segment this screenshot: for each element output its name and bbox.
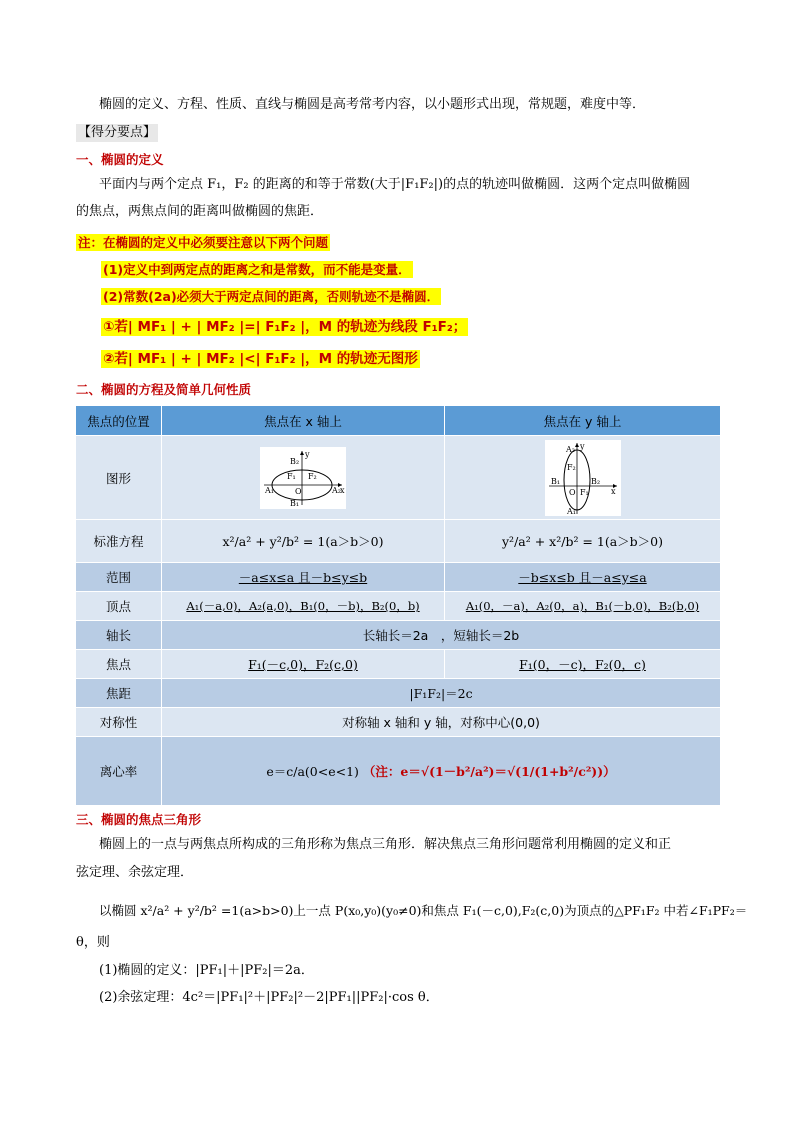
note-item-2: (2)常数(2a)必须大于两定点间的距离，否则轨迹不是椭圆． — [103, 289, 440, 304]
fig-x-label-f1: F₁ — [287, 471, 296, 481]
row-label-axis: 轴长 — [76, 621, 162, 650]
row-label-figure: 图形 — [76, 436, 162, 520]
fig-x-label-x: x — [340, 485, 345, 495]
note-label: 注：在椭圆的定义中必须要注意以下两个问题 — [78, 235, 329, 250]
focal-distance-value: |F₁F₂|＝2c — [162, 679, 721, 708]
ellipse-y-figure — [545, 440, 621, 516]
section1-para-line2: 的焦点，两焦点间的距离叫做椭圆的焦距． — [76, 204, 324, 219]
fig-x-label-a2: A₂ — [332, 485, 341, 495]
row-label-range: 范围 — [76, 563, 162, 592]
section2-heading: 二、椭圆的方程及简单几何性质 — [76, 382, 252, 397]
fig-y-label-a2: A₂ — [565, 444, 575, 454]
section3-para-line2: 弦定理、余弦定理． — [76, 865, 194, 880]
note-item-1: (1)定义中到两定点的距离之和是常数，而不能是变量． — [103, 262, 411, 277]
row-label-vertex: 顶点 — [76, 592, 162, 621]
table-header-y-axis: 焦点在 y 轴上 — [445, 406, 721, 436]
vertex-y: A₁(0，－a)，A₂(0，a)，B₁(－b,0)，B₂(b,0) — [445, 592, 721, 621]
fig-x-label-y: y — [305, 449, 310, 459]
ellipse-x-figure — [260, 447, 346, 509]
range-x: －a≤x≤a 且－b≤y≤b — [162, 563, 445, 592]
intro-text: 椭圆的定义、方程、性质、直线与椭圆是高考常考内容，以小题形式出现，常规题，难度中等． — [99, 97, 646, 112]
row-label-focus: 焦点 — [76, 650, 162, 679]
range-y: －b≤x≤b 且－a≤y≤a — [445, 563, 721, 592]
row-label-focal-distance: 焦距 — [76, 679, 162, 708]
row-label-symmetry: 对称性 — [76, 708, 162, 737]
section3-heading: 三、椭圆的焦点三角形 — [76, 812, 202, 827]
fig-y-label-y: y — [579, 441, 585, 451]
fig-y-label-b1: B₁ — [550, 476, 560, 486]
case-item-1: ①若| MF₁ | + | MF₂ |=| F₁F₂ |，M 的轨迹为线段 F₁F₂； — [103, 319, 467, 335]
vertex-x: A₁(－a,0)，A₂(a,0)，B₁(0，－b)，B₂(0，b) — [162, 592, 445, 621]
symmetry-value: 对称轴 x 轴和 y 轴，对称中心(0,0) — [162, 708, 721, 737]
key-points-label: 【得分要点】 — [78, 125, 157, 140]
fig-x-label-b2: B₂ — [290, 456, 300, 466]
section1-heading: 一、椭圆的定义 — [76, 152, 164, 167]
equation-y: y²/a² + x²/b² = 1(a＞b＞0) — [445, 520, 721, 563]
equation-x: x²/a² + y²/b² = 1(a＞b＞0) — [162, 520, 445, 563]
row-label-equation: 标准方程 — [76, 520, 162, 563]
fig-y-label-f1: F₁ — [579, 487, 589, 497]
section3-item-2: (2)余弦定理：4c²＝|PF₁|²＋|PF₂|²－2|PF₁||PF₂|·cos θ． — [99, 990, 439, 1005]
row-label-eccentricity: 离心率 — [76, 737, 162, 806]
case-item-2: ②若| MF₁ | + | MF₂ |<| F₁F₂ |，M 的轨迹无图形 — [103, 351, 418, 367]
section3-para-line1: 椭圆上的一点与两焦点所构成的三角形称为焦点三角形．解决焦点三角形问题常利用椭圆的定义和正 — [99, 837, 672, 852]
section1-para-line1: 平面内与两个定点 F₁，F₂ 的距离的和等于常数(大于|F₁F₂|)的点的轨迹叫做椭圆．这两个定点叫做椭圆 — [99, 177, 691, 192]
fig-x-label-a1: A₁ — [265, 485, 274, 495]
fig-x-label-b1: B₁ — [290, 498, 300, 508]
fig-y-label-f2: F₂ — [566, 462, 576, 472]
fig-x-label-f2: F₂ — [308, 471, 317, 481]
eccentricity-main: e＝c/a(0<e<1) — [266, 764, 359, 779]
fig-y-label-a1: A₁ — [566, 506, 576, 516]
ellipse-properties-table — [75, 405, 721, 806]
figure-x-cell — [162, 436, 445, 520]
axis-length-value: 长轴长＝2a ，短轴长＝2b — [162, 621, 721, 650]
section3-para2-line1: 以椭圆 x²/a² + y²/b² =1(a>b>0)上一点 P(x₀,y₀)(y₀≠0)和焦点 F₁(－c,0),F₂(c,0)为顶点的△PF₁F₂ 中若∠F₁PF₂＝ — [99, 903, 748, 918]
focus-y: F₁(0，－c)，F₂(0，c) — [445, 650, 721, 679]
eccentricity-cell — [162, 737, 721, 806]
focus-x: F₁(－c,0)，F₂(c,0) — [162, 650, 445, 679]
fig-x-label-o: O — [295, 486, 302, 496]
table-header-position: 焦点的位置 — [76, 406, 162, 436]
section3-item-1: (1)椭圆的定义：|PF₁|＋|PF₂|＝2a． — [99, 963, 314, 978]
fig-y-label-o: O — [568, 487, 576, 497]
section3-para2-line2: θ，则 — [76, 935, 110, 950]
figure-y-cell — [445, 436, 721, 520]
eccentricity-note: （注：e＝√(1－b²/a²)＝√(1/(1+b²/c²))） — [362, 764, 616, 779]
fig-y-label-b2: B₂ — [590, 476, 600, 486]
fig-y-label-x: x — [610, 486, 616, 496]
table-header-x-axis: 焦点在 x 轴上 — [162, 406, 445, 436]
